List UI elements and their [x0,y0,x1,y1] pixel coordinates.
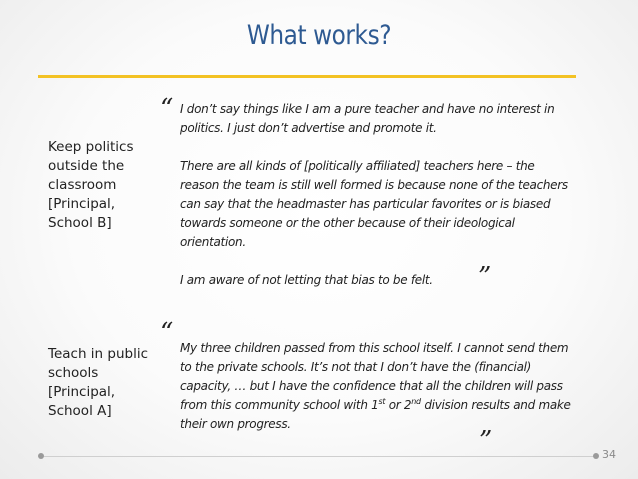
entry-label-politics: Keep politics outside the classroom [Principal, School B] [48,139,134,231]
page-number: 34 [602,448,616,461]
open-quote-mark: “ [160,94,174,124]
quote-text: or 2 [385,398,412,412]
quote-paragraph: There are all kinds of [politically affiliated] teachers here – the reason the team is still well formed is because none of the teachers can say that the headmaster has particular favorites or is biased towards someone or the other because of their ideological orientation. [180,159,568,249]
quote-public-schools [180,339,575,434]
close-quote-mark: ” [478,262,492,292]
quote-text: My three children passed from this school itself. I cannot send them to the private schools. It’s not that I don’t have the (financial) capacity, … but I have the confidence that all the children will pass from this community school with 1 [180,341,569,412]
ordinal-suffix: st [378,397,386,406]
quote-politics [180,100,575,290]
title-underline [38,75,576,78]
quote-paragraph: I don’t say things like I am a pure teacher and have no interest in politics. I just don’t advertise and promote it. [180,102,555,135]
ordinal-suffix: nd [411,397,421,406]
footer-line [44,456,594,457]
entry-label-public-schools: Teach in public schools [Principal, School A] [48,346,149,419]
quote-text: division results and make their own progress. [180,398,571,431]
footer-dot-left [38,453,44,459]
slide-title: What works? [246,20,392,51]
quote-paragraph: I am aware of not letting that bias to be felt. [180,273,433,287]
close-quote-mark: ” [479,426,493,456]
open-quote-mark: “ [160,318,174,348]
quote-paragraph [180,339,575,434]
